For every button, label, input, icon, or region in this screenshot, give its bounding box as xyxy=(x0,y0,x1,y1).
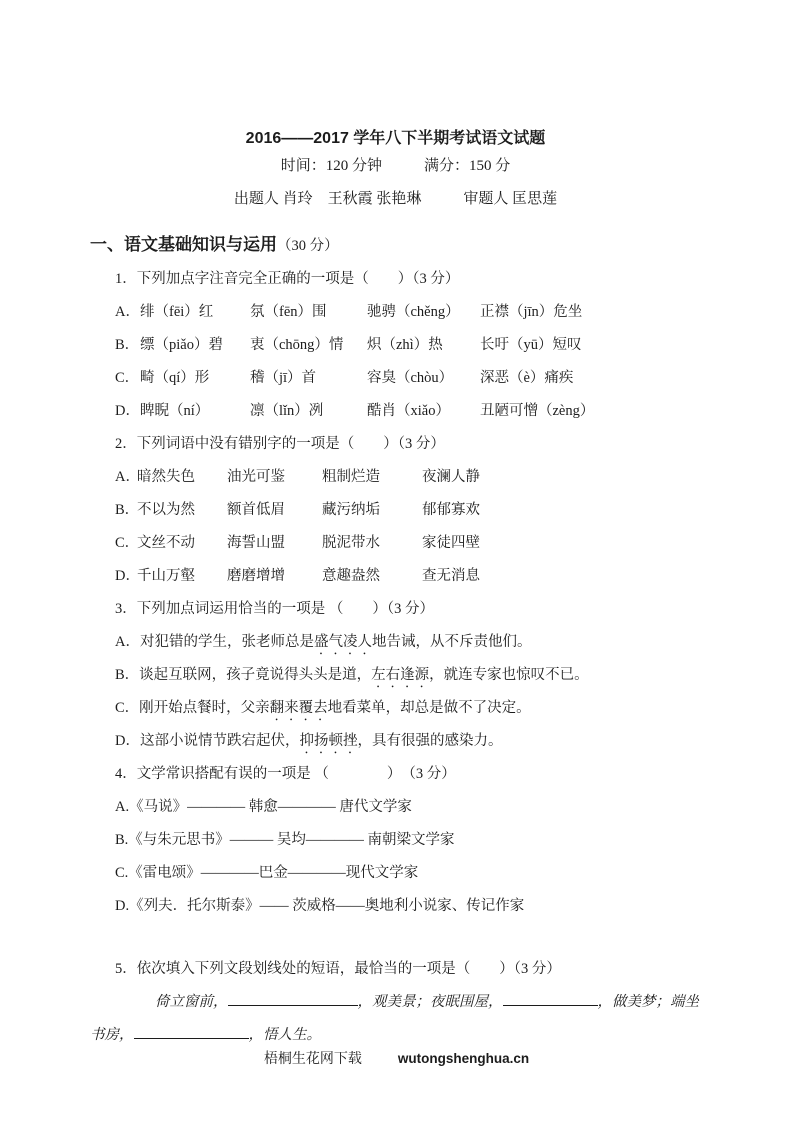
option-text: 《与朱元思书》——— 吴均———— 南朝梁文学家 xyxy=(128,832,455,848)
option-item: 海誓山盟 xyxy=(227,535,285,551)
option-row-a xyxy=(90,626,701,659)
option-label: D． xyxy=(115,403,140,419)
question-4 xyxy=(90,758,701,923)
option-row-a xyxy=(115,461,701,494)
option-row-b xyxy=(90,824,701,857)
passage-text: ，悟人生。 xyxy=(248,1027,321,1043)
option-label: D. xyxy=(115,898,130,914)
option-row-a xyxy=(115,296,701,329)
passage-text: ，观美景；夜眠围屋， xyxy=(357,994,503,1010)
option-text: 对犯错的学生，张老师总是 xyxy=(139,634,314,650)
option-item: 炽（zhì）热 xyxy=(367,337,443,353)
option-row-d xyxy=(90,725,701,758)
option-text: 《列夫．托尔斯泰》—— 茨威格——奥地利小说家、传记作家 xyxy=(129,898,525,914)
question-stem: 1．下列加点字注音完全正确的一项是（ ）（3 分） xyxy=(115,271,460,287)
document-title: 2016——2017 学年八下半期考试语文试题 xyxy=(245,130,546,147)
option-item: 脱泥带水 xyxy=(322,535,380,551)
option-item: 驰骋（chěng） xyxy=(367,304,460,320)
option-item: 睥睨（ní） xyxy=(140,403,210,419)
section-heading-text: 一、语文基础知识与运用 xyxy=(90,235,277,254)
section-score: （30 分） xyxy=(277,238,339,254)
option-row-d xyxy=(115,395,701,428)
option-item: 藏污纳垢 xyxy=(322,502,380,518)
emphasized-phrase: 翻来覆去 xyxy=(269,700,328,716)
option-item: 额首低眉 xyxy=(227,502,285,518)
option-item: 文丝不动 xyxy=(137,535,195,551)
option-row-d xyxy=(115,560,701,593)
option-label: A． xyxy=(115,469,140,485)
section-one-heading xyxy=(90,228,701,263)
fill-in-passage xyxy=(90,986,701,1052)
question-stem: 3．下列加点词运用恰当的一项是 （ ）（3 分） xyxy=(115,601,434,617)
option-item: 深恶（è）痛疾 xyxy=(480,370,574,386)
option-text: ，具有很强的感染力。 xyxy=(357,733,503,749)
option-item: 夜澜人静 xyxy=(422,469,480,485)
question-reviewer: 审题人 匡思莲 xyxy=(463,191,558,207)
emphasized-phrase: 左右逢源 xyxy=(371,667,430,683)
option-item: 酷肖（xiǎo） xyxy=(367,403,450,419)
option-text: 《雷电颂》————巴金————现代文学家 xyxy=(128,865,419,881)
time-limit: 时间：120 分钟 xyxy=(280,158,382,174)
option-row-b xyxy=(90,659,701,692)
question-5 xyxy=(90,953,701,1052)
option-row-c xyxy=(90,857,701,890)
option-label: D． xyxy=(115,568,140,584)
option-row-c xyxy=(115,362,701,395)
option-text: 这部小说情节跌宕起伏， xyxy=(139,733,300,749)
question-stem: 4．文学常识搭配有误的一项是 （ ） （3 分） xyxy=(115,766,456,782)
option-item: 绯（fēi）红 xyxy=(140,304,214,320)
option-label: B． xyxy=(115,667,140,683)
option-row-a xyxy=(90,791,701,824)
full-score: 满分：150 分 xyxy=(424,158,511,174)
option-row-d xyxy=(90,890,701,923)
question-1 xyxy=(90,263,701,428)
option-item: 油光可鉴 xyxy=(227,469,285,485)
option-item: 丑陋可憎（zèng） xyxy=(480,403,595,419)
option-item: 意趣盎然 xyxy=(322,568,380,584)
passage-text: 倚立窗前， xyxy=(155,994,228,1010)
emphasized-phrase: 盛气凌人 xyxy=(313,634,372,650)
option-item: 不以为然 xyxy=(137,502,195,518)
option-item: 暗然失色 xyxy=(137,469,195,485)
exam-meta-line xyxy=(90,150,701,183)
option-label: C. xyxy=(115,865,129,881)
option-item: 家徒四壁 xyxy=(422,535,480,551)
option-label: A． xyxy=(115,304,140,320)
option-item: 千山万壑 xyxy=(137,568,195,584)
option-text: 地告诫，从不斥责他们。 xyxy=(371,634,532,650)
option-item: 氛（fēn）围 xyxy=(250,304,327,320)
option-item: 磨磨增增 xyxy=(227,568,285,584)
option-item: 衷（chōng）情 xyxy=(250,337,344,353)
option-label: A． xyxy=(115,634,140,650)
option-item: 郁郁寡欢 xyxy=(422,502,480,518)
emphasized-phrase: 抑扬顿挫 xyxy=(299,733,358,749)
question-2 xyxy=(90,428,701,593)
option-item: 粗制烂造 xyxy=(322,469,380,485)
blank-line-1 xyxy=(228,992,358,1006)
passage-text: ，做美梦；端坐书房， xyxy=(90,994,699,1043)
option-label: A. xyxy=(115,799,130,815)
blank-line-3 xyxy=(134,1025,249,1039)
option-label: C． xyxy=(115,370,140,386)
option-text: 刚开始点餐时，父亲 xyxy=(139,700,270,716)
footer-site-url[interactable]: wutongshenghua.cn xyxy=(397,1051,530,1066)
option-item: 容臭（chòu） xyxy=(367,370,454,386)
question-stem: 2．下列词语中没有错别字的一项是（ ）（3 分） xyxy=(115,436,445,452)
blank-line-2 xyxy=(503,992,598,1006)
option-row-b xyxy=(115,329,701,362)
question-stem: 5．依次填入下列文段划线处的短语，最恰当的一项是（ ）（3 分） xyxy=(115,961,561,977)
option-row-c xyxy=(90,692,701,725)
page-footer xyxy=(0,1049,793,1070)
option-text: 《马说》———— 韩愈———— 唐代文学家 xyxy=(129,799,412,815)
option-label: D． xyxy=(115,733,140,749)
option-row-c xyxy=(115,527,701,560)
option-text: ，就连专家也惊叹不已。 xyxy=(429,667,589,683)
option-item: 凛（lǐn）冽 xyxy=(250,403,324,419)
option-text: 地看菜单，却总是做不了决定。 xyxy=(327,700,531,716)
option-label: C． xyxy=(115,535,140,551)
option-label: B． xyxy=(115,337,140,353)
option-item: 正襟（jīn）危坐 xyxy=(480,304,583,320)
option-row-b xyxy=(115,494,701,527)
option-label: C． xyxy=(115,700,140,716)
question-3 xyxy=(90,593,701,758)
option-item: 稽（jī）首 xyxy=(250,370,317,386)
question-setters: 出题人 肖玲 王秋霞 张艳琳 xyxy=(233,191,422,207)
option-label: B． xyxy=(115,502,140,518)
option-item: 缥（piǎo）碧 xyxy=(140,337,223,353)
option-item: 查无消息 xyxy=(422,568,480,584)
option-text: 谈起互联网，孩子竟说得头头是道， xyxy=(139,667,372,683)
footer-site-name: 梧桐生花网下载 xyxy=(263,1052,362,1067)
exam-authors-line xyxy=(90,183,701,216)
option-label: B. xyxy=(115,832,129,848)
option-item: 长吁（yū）短叹 xyxy=(480,337,582,353)
option-item: 畸（qí）形 xyxy=(140,370,210,386)
